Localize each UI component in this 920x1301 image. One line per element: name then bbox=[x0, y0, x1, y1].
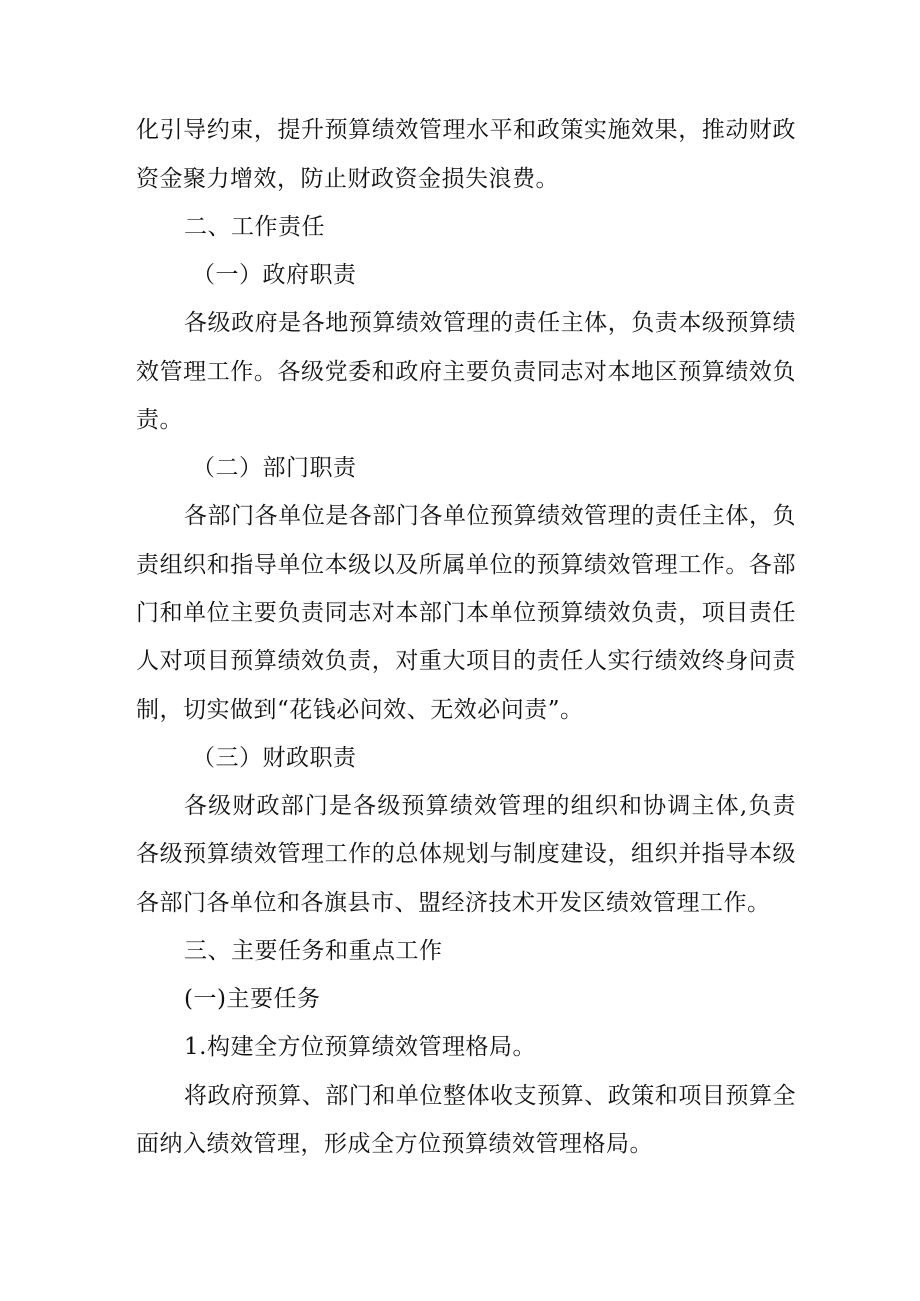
section-heading: 二、工作责任 bbox=[184, 214, 325, 240]
paragraph-line: 各级政府是各地预算绩效管理的责任主体，负责本级预算绩 bbox=[184, 310, 796, 336]
item-heading: 1.构建全方位预算绩效管理格局。 bbox=[184, 1034, 536, 1060]
paragraph-line: 责。 bbox=[136, 407, 183, 433]
paragraph-line: 门和单位主要负责同志对本部门本单位预算绩效负责，项目责任 bbox=[136, 600, 796, 626]
paragraph-line: 将政府预算、部门和单位整体收支预算、政策和项目预算全 bbox=[184, 1083, 796, 1109]
paragraph-line: 各级财政部门是各级预算绩效管理的组织和协调主体,负责 bbox=[184, 793, 796, 819]
paragraph-line: 制，切实做到“花钱必问效、无效必问责”。 bbox=[136, 697, 584, 723]
subsection-heading: （二）部门职责 bbox=[192, 455, 357, 481]
paragraph-line: 效管理工作。各级党委和政府主要负责同志对本地区预算绩效负 bbox=[136, 359, 796, 385]
paragraph-line: 各部门各单位是各部门各单位预算绩效管理的责任主体，负 bbox=[184, 503, 796, 529]
paragraph-line: 各部门各单位和各旗县市、盟经济技术开发区绩效管理工作。 bbox=[136, 890, 771, 916]
paragraph-line: 资金聚力增效，防止财政资金损失浪费。 bbox=[136, 166, 559, 192]
paragraph-line: 各级预算绩效管理工作的总体规划与制度建设，组织并指导本级 bbox=[136, 841, 796, 867]
subsection-heading: （三）财政职责 bbox=[192, 745, 357, 771]
paragraph-line: 化引导约束，提升预算绩效管理水平和政策实施效果，推动财政 bbox=[136, 117, 796, 143]
subsection-heading: （一）政府职责 bbox=[192, 262, 357, 288]
section-heading: 三、主要任务和重点工作 bbox=[184, 938, 443, 964]
subsection-heading: (一)主要任务 bbox=[184, 986, 321, 1012]
paragraph-line: 责组织和指导单位本级以及所属单位的预算绩效管理工作。各部 bbox=[136, 552, 796, 578]
paragraph-line: 人对项目预算绩效负责，对重大项目的责任人实行绩效终身问责 bbox=[136, 648, 796, 674]
paragraph-line: 面纳入绩效管理，形成全方位预算绩效管理格局。 bbox=[136, 1131, 653, 1157]
